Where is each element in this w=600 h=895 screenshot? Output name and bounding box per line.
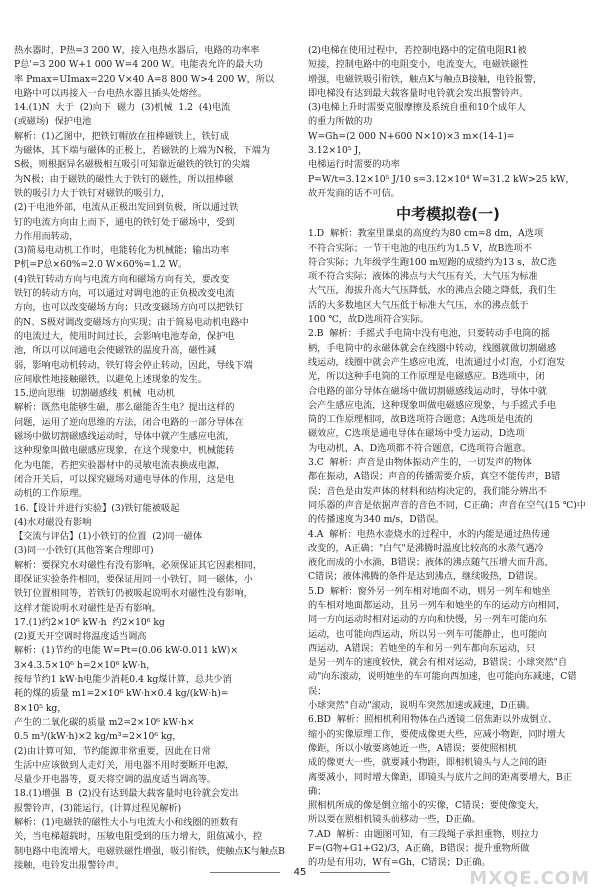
text-line: (3)同一小铁钉(其他答案合理即可)	[14, 545, 154, 557]
text-line: 同一方向运动时相对运动的方向和快慢，另一列车可能向东	[308, 614, 547, 626]
text-line: 1.D 解析：教室里课桌的高度约为80 cm=8 dm，A选项	[308, 228, 544, 240]
text-line: 的功是有用功，W有=Gh，C错误；D正确。	[308, 857, 491, 869]
text-line: 光，所以这种手电筒的工作原理是电磁感应。B选项中，闭	[308, 371, 545, 383]
text-line: 小球突然"自动"滚动，说明车突然加速或减速，D正确。	[308, 700, 536, 712]
text-line: 西运动，A错误；若她坐的车和另一列车都向东运动，只	[308, 642, 536, 654]
text-line: 按每节约1 kW·h电能少消耗0.4 kg煤计算，总共少消	[14, 674, 232, 686]
text-line: 3×4.3.5×10⁶ h=2×10⁶ kW·h，	[14, 659, 156, 671]
right-column-bottom	[308, 227, 588, 870]
text-line: (4)水对磁没有影响	[14, 516, 92, 528]
text-line: 池，所以可以间通电会使磁铁的温度升高，磁性减	[14, 345, 217, 357]
text-line: 符合实际；九年级学生跑100 m短跑的成绩约为13 s，故C选	[308, 256, 557, 268]
text-line: 这种现象叫做电磁感应现象，在这个现象中，机械能转	[14, 445, 235, 457]
text-line: 闭合开关后，可以探究磁场对通电导体的作用，这是电	[14, 473, 235, 485]
text-line: P总'=3 200 W+1 000 W=4 200 W。电能表允许的最大功	[14, 59, 263, 71]
text-line: 电梯运行时需要的功率	[308, 159, 400, 171]
text-line: (3)电梯上升时需要克服摩擦及系统自重和10个成年人	[308, 102, 526, 114]
text-line: 短接，控制电路中的电阻变小，电流变大，电磁铁磁性	[308, 59, 529, 71]
text-line: 热水器时，P热=3 200 W，接入电热水器后，电路的功率率	[14, 45, 260, 56]
text-line: 18.(1)增强 B (2)没有达到最大载客量时电铃就会发出	[14, 788, 239, 800]
text-line: 同乐器的声音是依据声音的音色不同，C正确；声音在空气(15 ℃)中	[308, 499, 586, 511]
text-line: 这样才能说明水对磁性是否有影响。	[14, 602, 161, 614]
text-line: 所以要在照相机镜头前移动一些，D正确。	[308, 814, 481, 826]
text-line: P机=P总×60%=2.0 W×60%=1.2 W。	[14, 259, 188, 271]
text-line: 缩小的实像原理工作，要使成像更大些，应减小物距，同时增大	[308, 728, 566, 740]
text-line: 线运动，线圈中就会产生感应电流，电流通过小灯泡，小灯泡发	[308, 356, 566, 368]
text-line: (2)电梯在使用过程中，若控制电路中的定值电阻R1被	[308, 45, 527, 56]
text-line: 问题，运用了逆向思维的方法，闭合电路的一部分导体在	[14, 416, 244, 428]
text-line: 即电梯没有达到最大载客量时电铃就会发出报警铃声。	[308, 87, 529, 99]
text-line: 故开发商的话不可信。	[308, 187, 400, 199]
text-line: 耗的煤的质量 m1=2×10⁶ kW·h×0.4 kg/(kW·h)=	[14, 688, 229, 700]
text-line: 为N极；由于磁铁的磁性大于铁钉的磁性，所以扭棒磁	[14, 173, 234, 185]
text-line: (3)简易电动机工作时，电能转化为机械能；输出功率	[14, 245, 230, 257]
text-line: F=(G物+G1+G2)/3，A正确，B错误；提升重物所做	[308, 843, 530, 855]
text-line: 铁的吸引力大于铁钉对磁铁的吸引力，	[14, 187, 171, 199]
text-line: 接触，电铃发出报警铃声。	[14, 859, 125, 871]
text-line: 活的大多数地区大气压低于标准大气压，水的沸点低于	[308, 299, 529, 311]
text-line: 像距，所以小敏要离她近一些，A错误；要使照相机	[308, 742, 517, 754]
text-line: 增强，电磁铁吸引衔铁，触点K与触点B接触，电铃报警，	[308, 73, 543, 85]
watermark-logo: MXQE.COM	[469, 868, 590, 889]
text-line: 运动，也可能向西运动，所以另一列车可能静止，也可能向	[308, 628, 547, 640]
text-line: 力作用而转动，	[14, 230, 79, 242]
text-line: 0.5 m³/(kW·h)×2 kg/m³=2×10⁶ kg，	[14, 731, 182, 743]
text-line: 解析：(1)节约的电能 W=Pt=(0.06 kW-0.011 kW)×	[14, 645, 239, 657]
text-line: (2)由计算可知，节约能源非常重要，因此在日常	[14, 745, 211, 757]
text-line: 4.A 解析：电热水壶烧水的过程中，水的内能是通过热传递	[308, 528, 550, 540]
left-column	[14, 44, 294, 873]
text-line: 的车相对地面都运动，且另一列车和她坐的车的运动方向相同，	[308, 599, 566, 611]
text-line: 筒的工作原理相同，故B选项符合题意；A选项是电流的	[308, 414, 533, 426]
text-line: 的传播速度为340 m/s，D错误。	[308, 514, 445, 526]
text-line: 动"向东滚动，说明她坐的车可能向西加速，也可能向东减速，C错误；	[308, 671, 577, 697]
text-line: 磁场中做切割磁感线运动时，导体中就产生感应电流，	[14, 431, 235, 443]
text-line: 8×10⁵ kg，	[14, 702, 67, 714]
text-line: 会产生感应电流，这种现象叫做电磁感应现象，与手摇式手电	[308, 399, 557, 411]
text-line: C错误；液体沸腾的条件是达到沸点，继续吸热，D错误。	[308, 571, 543, 583]
text-line: 6.BD 解析：照相机利用物体在凸透镜二倍焦距以外成倒立、	[308, 714, 558, 726]
text-line: 方向，也可以改变磁场方向；只改变磁场方向可以把铁钉	[14, 302, 244, 314]
text-line: 14.(1)N 大于 (2)向下 磁力 (3)机械 1.2 (4)电流	[14, 102, 231, 114]
text-line: 为电动机，A、D选项都不符合题意，C选项符合题意。	[308, 442, 532, 454]
text-line: 电路中可以再接入一台电热水器且插头处熔丝。	[14, 87, 207, 99]
text-line: 即保证实验条件相同，要保证用同一小铁钉，同一磁体，小	[14, 573, 253, 585]
text-line: (4)铁钉转动方向与电流方向和磁场方向有关，要改变	[14, 273, 230, 285]
text-line: 【交流与评估】(1)小铁钉的位置 (2)同一磁体	[14, 531, 203, 543]
text-line: 不符合实际；一节干电池的电压约为1.5 V，故B选项不	[308, 242, 532, 254]
text-line: 铁钉位置相同等，若铁钉仍被吸起说明水对磁性没有影响，	[14, 588, 253, 600]
text-line: 率 Pmax=UImax=220 V×40 A=8 800 W>4 200 W，所以	[14, 73, 275, 85]
text-line: 改变的，A正确；"白气"是沸腾时温度比较高的水蒸气遇冷	[308, 542, 544, 554]
page-number: 45	[293, 867, 307, 878]
text-line: P=W/t=3.12×10⁵ J/10 s=3.12×10⁴ W=31.2 kW>25 kW，	[308, 173, 575, 185]
text-line: 钉的电流方向由上而下，通电的铁钉处于磁场中，受到	[14, 216, 235, 228]
text-line: 液化而成的小水滴，B错误；液体的沸点随气压增大而升高，	[308, 557, 554, 569]
text-line: 17.(1)约2×10⁶ kW·h 约2×10⁶ kg	[14, 616, 165, 628]
text-line: 尽量少开电器等，夏天将空调的温度适当调高等。	[14, 774, 217, 786]
text-line: 铁钉的转动方向，可以通过对调电池的正负极改变电流	[14, 288, 235, 300]
text-line: 解析：要探究水对磁性有没有影响，必须保证其它因素相同，	[14, 559, 263, 571]
footer-rule-right	[320, 872, 390, 873]
text-line: 柄，手电筒中的永磁体就会在线圈中转动，线圈就做切割磁感	[308, 342, 557, 354]
text-line: 照相机所成的像是倒立缩小的实像，C错误；要使像变大，	[308, 800, 545, 812]
text-line: 应间歇性地接触磁铁，以避免上述现象的发生。	[14, 373, 207, 385]
text-line: 16.【设计并进行实验】(3)铁钉能被吸起	[14, 502, 180, 514]
text-line: 是另一列车的速度较快，就会有相对运动，B错误；小球突然"自	[308, 657, 568, 669]
right-column-top	[308, 44, 588, 201]
text-line: 7.AD 解析：由题图可知，有三段绳子承担重物，则拉力	[308, 828, 539, 840]
text-line: 3.C 解析：声音是由物体振动产生的，一切发声的物体	[308, 457, 532, 469]
text-line: 2.B 解析：手摇式手电筒中没有电池，只要转动手电筒的摇	[308, 328, 550, 340]
footer-rule-left	[210, 872, 280, 873]
text-line: 的N、S极对调改变磁场方向实现；由于简易电动机电路中	[14, 316, 249, 328]
text-line: 解析：(1)乙图中，把铁钉帽放在扭棒磁铁上，铁钉成	[14, 130, 230, 142]
text-line: 解析：既然电能够生磁，那么磁能否生电？提出这样的	[14, 402, 235, 414]
text-line: 产生的二氧化碳的质量 m2=2×10⁶ kW·h×	[14, 716, 195, 728]
text-line: 为磁体，其下端与磁体的正极上，若磁铁的上端为N极，下端为	[14, 145, 271, 157]
text-line: 动机的工作原理。	[14, 488, 88, 500]
text-line: 关，当电梯超载时，压敏电阻受到的压力增大，阻值减小，控	[14, 831, 263, 843]
text-line: 的重力所做的功	[308, 116, 373, 128]
text-line: 磁效应，C选项是通电导体在磁场中受力运动，D选项	[308, 428, 525, 440]
text-line: 误；音色是由发声体的材料和结构决定的，我们能分辨出不	[308, 485, 547, 497]
right-column	[308, 44, 588, 871]
text-line: S极，则根据异名磁极相互吸引可知靠近磁铁的铁钉的尖端	[14, 159, 250, 171]
text-line: 项不符合实际；液体的沸点与大气压有关，大气压为标准	[308, 271, 538, 283]
text-line: 5.D 解析：窗外另一列车相对地面不动，则另一列车和她坐	[308, 585, 551, 597]
text-line: 15.逆向思维 切割磁感线 机械 电动机	[14, 388, 175, 400]
text-line: 离要减小，同时增大像距，即镜头与底片之间的距离要增大，B正确；	[308, 771, 573, 797]
section-title: 中考模拟卷(一)	[396, 205, 500, 224]
text-line: 3.12×10⁵ J，	[308, 145, 368, 157]
text-line: 制电路中电流增大，电磁铁磁性增强，吸引衔铁，使触点K与触点B	[14, 845, 285, 857]
text-line: 弱，影响电动机转动，铁钉将会停止转动，因此，导线下端	[14, 359, 253, 371]
text-line: 报警铃声，(3)能运行，(计算过程见解析)	[14, 802, 182, 814]
text-line: 解析：(1)电磁铁的磁性大小与电流大小和线圈的匝数有	[14, 817, 239, 829]
text-line: 成的像更大一些，就要减小物距，即相机镜头与人之间的距	[308, 757, 547, 769]
text-line: 化为电能，若把实验器材中的灵敏电流表换成电源，	[14, 459, 226, 471]
text-line: 都在振动，A错误；声音的传播需要介质，真空不能传声，B错	[308, 471, 561, 483]
text-line: 的电流过大，使用时间过长，会影响电池寿命，保护电	[14, 330, 235, 342]
text-line: 大气压，海拔升高大气压降低，水的沸点会随之降低，我们生	[308, 285, 557, 297]
text-line: (2)夏天开空调时将温度适当调高	[14, 631, 147, 643]
text-line: W=Gh=(2 000 N+600 N×10)×3 m×(14-1)=	[308, 130, 515, 142]
text-line: (2)干电池外部，电流从正极出发回到负极，所以通过铁	[14, 202, 239, 214]
text-line: (或磁场) 保护电池	[14, 116, 92, 128]
text-line: 生活中应该做到人走灯关，用电器不用时要断开电源，	[14, 759, 235, 771]
text-line: 合电路的部分导体在磁场中做切割磁感线运动时，导体中就	[308, 385, 547, 397]
text-line: 100 ℃，故D选项符合实际。	[308, 314, 429, 326]
